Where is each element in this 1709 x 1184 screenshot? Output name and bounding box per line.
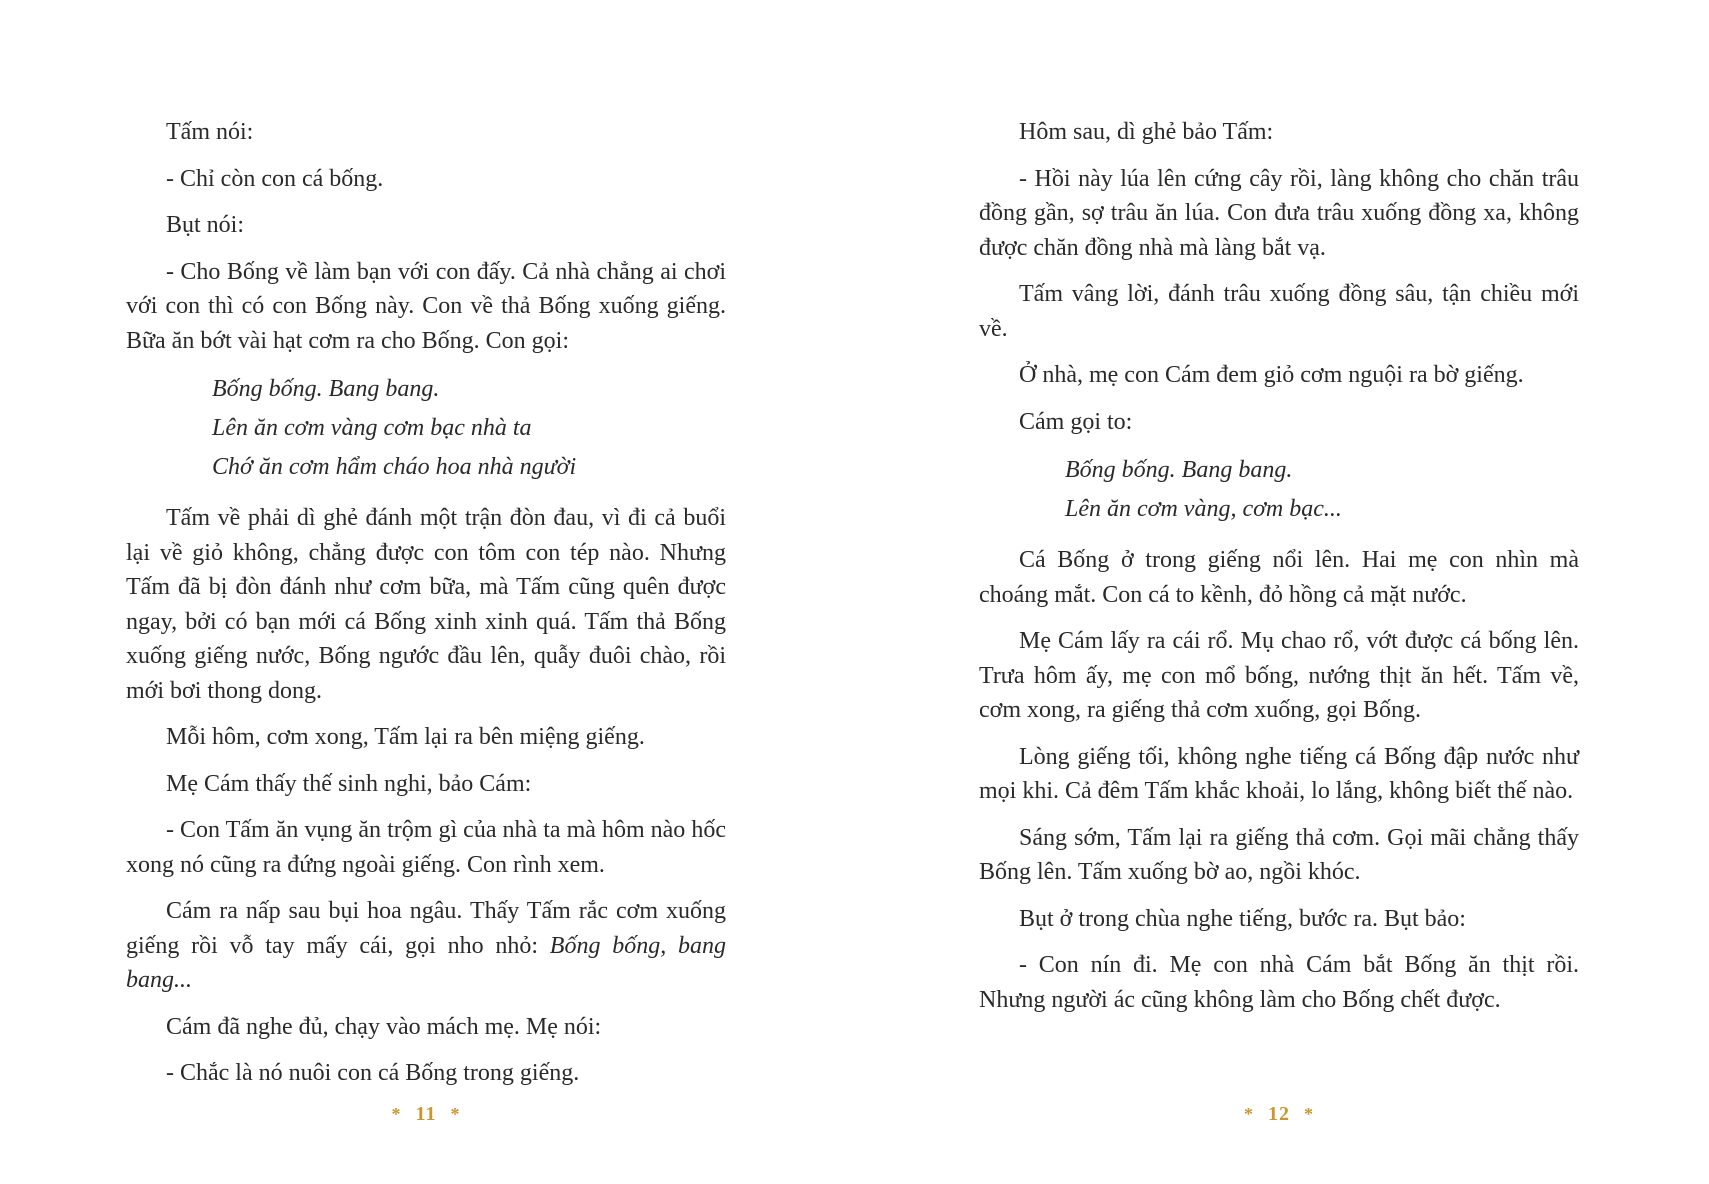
star-ornament-icon: *: [391, 1104, 402, 1124]
italic-call: Bống bống, bang bang...: [126, 932, 726, 993]
poem-line: Bống bống. Bang bang.: [212, 376, 440, 402]
paragraph: - Con nín đi. Mẹ con nhà Cám bắt Bống ăn thịt rồi. Nhưng người ác cũng không làm cho Bống chết được.: [979, 952, 1579, 1013]
poem-line: Lên ăn cơm vàng cơm bạc nhà ta: [212, 415, 532, 441]
paragraph: Ở nhà, mẹ con Cám đem giỏ cơm nguội ra bờ giếng.: [1019, 362, 1524, 388]
poem: [212, 370, 726, 487]
paragraph: - Con Tấm ăn vụng ăn trộm gì của nhà ta mà hôm nào hốc xong nó cũng ra đứng ngoài giếng. Con rình xem.: [126, 817, 726, 878]
paragraph: Mẹ Cám lấy ra cái rổ. Mụ chao rổ, vớt được cá bống lên. Trưa hôm ấy, mẹ con mổ bống, nướng thịt ăn hết. Tấm về, cơm xong, ra giếng thả cơm xuống, gọi Bống.: [979, 628, 1579, 723]
poem-line: Bống bống. Bang bang.: [1065, 457, 1293, 483]
paragraph: Lòng giếng tối, không nghe tiếng cá Bống đập nước như mọi khi. Cả đêm Tấm khắc khoải, lo lắng, không biết thế nào.: [979, 743, 1579, 804]
page-number-value: 12: [1268, 1103, 1290, 1125]
star-ornament-icon: *: [1244, 1104, 1254, 1124]
paragraph: Cám gọi to:: [1019, 408, 1133, 435]
paragraph: Bụt ở trong chùa nghe tiếng, bước ra. Bụt bảo:: [1019, 905, 1466, 932]
paragraph: Tấm về phải dì ghẻ đánh một trận đòn đau, vì đi cả buổi lại về giỏ không, chẳng được con tôm con tép nào. Nhưng Tấm đã bị đòn đánh như cơm bữa, mà Tấm cũng quên được ngay, bởi có bạn mới cá Bống xinh xinh quá. Tấm thả Bống xuống giếng nước, Bống ngước đầu lên, quẫy đuôi chào, rồi mới bơi thong dong.: [126, 505, 726, 704]
paragraph: - Hồi này lúa lên cứng cây rồi, làng không cho chăn trâu đồng gần, sợ trâu ăn lúa. Con đưa trâu xuống đồng xa, không được chăn đồng nhà mà làng bắt vạ.: [979, 165, 1579, 261]
paragraph: Bụt nói:: [166, 212, 245, 238]
poem-line: Chớ ăn cơm hẩm cháo hoa nhà người: [212, 454, 577, 480]
poem-line: Lên ăn cơm vàng, cơm bạc...: [1065, 496, 1342, 522]
paragraph: Hôm sau, dì ghẻ bảo Tấm:: [1019, 119, 1274, 145]
paragraph: Cám đã nghe đủ, chạy vào mách mẹ. Mẹ nói:: [166, 1013, 602, 1040]
right-page: [979, 115, 1579, 1029]
page-number-value: 11: [415, 1103, 437, 1125]
poem: [1065, 451, 1579, 529]
page-number-right: [979, 1103, 1579, 1126]
paragraph-text: Cám ra nấp sau bụi hoa ngâu. Thấy Tấm rắc cơm xuống giếng rồi vỗ tay mấy cái, gọi nho nhỏ:: [126, 898, 726, 959]
paragraph: Mẹ Cám thấy thế sinh nghi, bảo Cám:: [166, 770, 532, 797]
paragraph: Tấm nói:: [166, 119, 254, 145]
star-ornament-icon: *: [450, 1104, 461, 1124]
paragraph: - Chỉ còn con cá bống.: [166, 165, 384, 192]
paragraph: - Chắc là nó nuôi con cá Bống trong giếng.: [166, 1060, 580, 1086]
paragraph: [126, 894, 726, 998]
page-number-left: [126, 1103, 726, 1126]
paragraph: Mỗi hôm, cơm xong, Tấm lại ra bên miệng giếng.: [166, 724, 645, 750]
left-page: [126, 115, 726, 1103]
paragraph: Tấm vâng lời, đánh trâu xuống đồng sâu, tận chiều mới về.: [979, 281, 1579, 342]
star-ornament-icon: *: [1304, 1104, 1314, 1124]
paragraph: Sáng sớm, Tấm lại ra giếng thả cơm. Gọi mãi chẳng thấy Bống lên. Tấm xuống bờ ao, ngồi khóc.: [979, 824, 1579, 885]
paragraph: - Cho Bống về làm bạn với con đấy. Cả nhà chẳng ai chơi với con thì có con Bống này. Con về thả Bống xuống giếng. Bữa ăn bớt vài hạt cơm ra cho Bống. Con gọi:: [126, 258, 726, 354]
paragraph: Cá Bống ở trong giếng nổi lên. Hai mẹ con nhìn mà choáng mắt. Con cá to kềnh, đỏ hồng cả mặt nước.: [979, 547, 1579, 608]
